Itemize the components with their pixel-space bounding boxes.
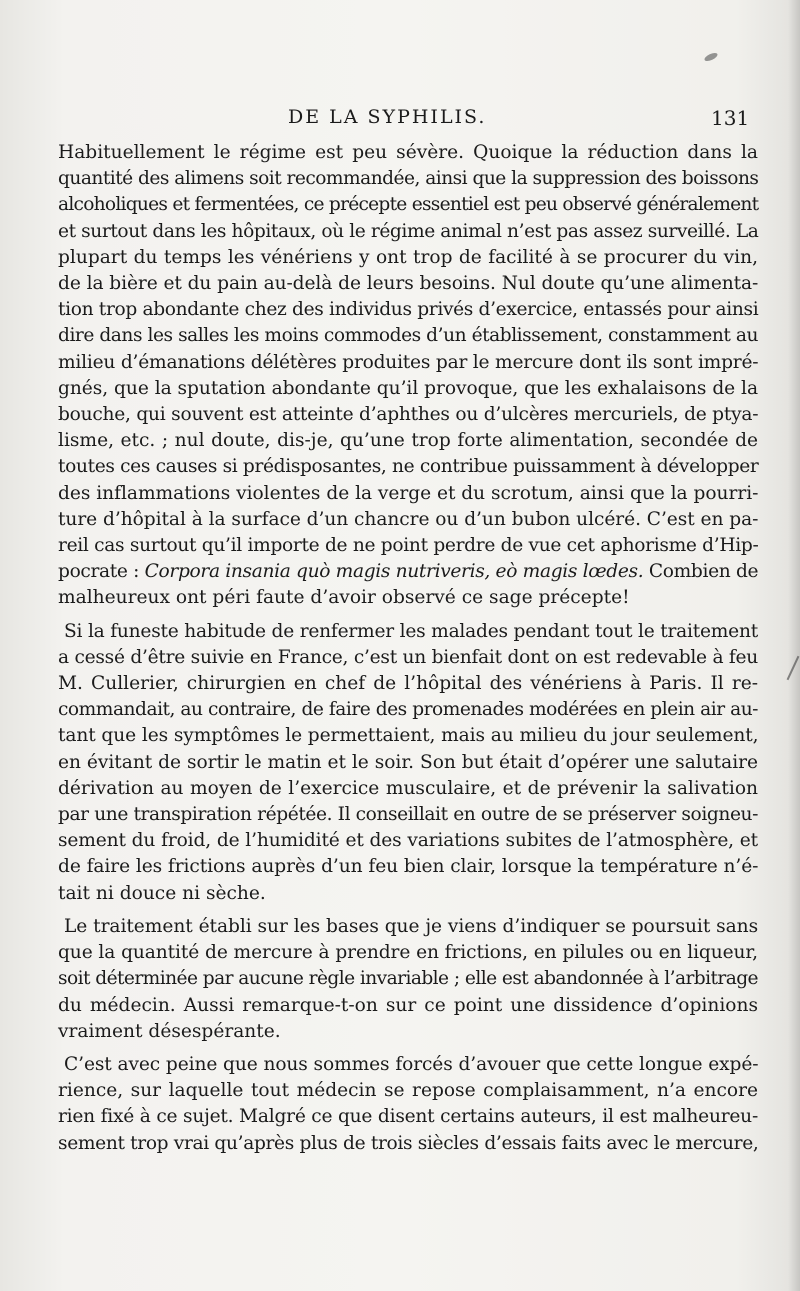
page-number: 131 — [711, 106, 750, 130]
text-line: gnés, que la sputation abondante qu’il provoque, que les exhalaisons de la — [58, 377, 758, 399]
text-line: sement trop vrai qu’après plus de trois siècles d’essais faits avec le mercure, — [58, 1132, 759, 1154]
aphorism-tail: Combien de — [643, 561, 759, 583]
text-line: M. Cullerier, chirurgien en chef de l’hôpital des vénériens à Paris. Il re- — [58, 673, 758, 695]
latin-aphorism: Corpora insania quò magis nutriveris, eò magis lœdes. — [144, 561, 644, 583]
paragraph-experience — [58, 1052, 758, 1157]
text-line: reil cas surtout qu’il importe de ne point perdre de vue cet aphorisme d’Hip- — [58, 535, 759, 557]
text-line: bouche, qui souvent est atteinte d’aphthes ou d’ulcères mercuriels, de ptya- — [58, 404, 759, 426]
text-line: dire dans les salles les moins commodes d’un établissement, constamment au — [58, 325, 758, 347]
aphorism-lead: pocrate : — [58, 561, 145, 583]
paragraph-cullerier — [58, 619, 758, 907]
text-line: de la bière et du pain au-delà de leurs besoins. Nul doute qu’une alimenta- — [58, 273, 759, 295]
page-body — [58, 140, 758, 1157]
text-line: des inflammations violentes de la verge et du scrotum, ainsi que la pourri- — [58, 482, 759, 504]
text-line: a cessé d’être suivie en France, c’est un bienfait dont on est redevable à feu — [58, 646, 759, 668]
text-line: dérivation au moyen de l’exercice musculaire, et de prévenir la salivation — [58, 777, 758, 799]
text-line: lisme, etc. ; nul doute, dis-je, qu’une trop forte alimentation, secondée de — [58, 430, 758, 452]
text-line: rience, sur laquelle tout médecin se repose complaisamment, n’a encore — [58, 1080, 758, 1102]
text-line: Habituellement le régime est peu sévère. Quoique la réduction dans la — [58, 142, 758, 163]
text-line: plupart du temps les vénériens y ont trop de facilité à se procurer du vin, — [58, 246, 758, 268]
text-line: par une transpiration répétée. Il conseillait en outre de se préserver soigneu- — [58, 804, 758, 826]
text-line: et surtout dans les hôpitaux, où le régime animal n’est pas assez surveillé. La — [58, 220, 759, 242]
text-line: tait ni douce ni sèche. — [58, 882, 266, 904]
text-line: milieu d’émanations délétères produites par le mercure dont ils sont impré- — [58, 351, 759, 373]
page-edge-shadow — [788, 0, 800, 1291]
text-line: soit déterminée par aucune règle invariable ; elle est abandonnée à l’arbitrage — [58, 968, 758, 990]
text-line: tant que les symptômes le permettaient, mais au milieu du jour seulement, — [58, 725, 759, 747]
text-line: ture d’hôpital à la surface d’un chancre ou d’un bubon ulcéré. C’est en pa- — [58, 508, 759, 530]
text-line: vraiment désespérante. — [58, 1020, 281, 1042]
text-line: sement du froid, de l’humidité et des variations subites de l’atmosphère, et — [58, 830, 758, 852]
text-line: quantité des alimens soit recommandée, ainsi que la suppression des boissons — [58, 168, 759, 190]
text-line: toutes ces causes si prédisposantes, ne contribue puissamment à développer — [58, 456, 759, 478]
aphorism-line — [58, 559, 758, 585]
text-line: alcoholiques et fermentées, ce précepte essentiel est peu observé généralement — [58, 194, 759, 216]
running-title: DE LA SYPHILIS. — [288, 106, 487, 128]
paragraph-treatment — [58, 914, 758, 1045]
text-line: du médecin. Aussi remarque-t-on sur ce point une dissidence d’opinions — [58, 994, 758, 1016]
text-line: commandait, au contraire, de faire des promenades modérées en plein air au- — [58, 699, 758, 721]
text-line: que la quantité de mercure à prendre en frictions, en pilules ou en liqueur, — [58, 942, 758, 964]
text-line: rien fixé à ce sujet. Malgré ce que disent certains auteurs, il est malheureu- — [58, 1106, 759, 1128]
text-line: malheureux ont péri faute d’avoir observé ce sage précepte! — [58, 587, 630, 609]
text-line: tion trop abondante chez des individus privés d’exercice, entassés pour ainsi — [58, 299, 759, 321]
text-line: de faire les frictions auprès d’un feu bien clair, lorsque la température n’é- — [58, 856, 759, 878]
text-line: C’est avec peine que nous sommes forcés d’avouer que cette longue expé- — [64, 1053, 759, 1075]
running-header — [60, 106, 760, 136]
text-line: en évitant de sortir le matin et le soir. Son but était d’opérer une salutaire — [58, 751, 758, 773]
text-line: Le traitement établi sur les bases que je viens d’indiquer se poursuit sans — [64, 915, 759, 937]
text-line: Si la funeste habitude de renfermer les malades pendant tout le traitement — [64, 620, 758, 642]
paragraph-diet — [58, 140, 758, 612]
